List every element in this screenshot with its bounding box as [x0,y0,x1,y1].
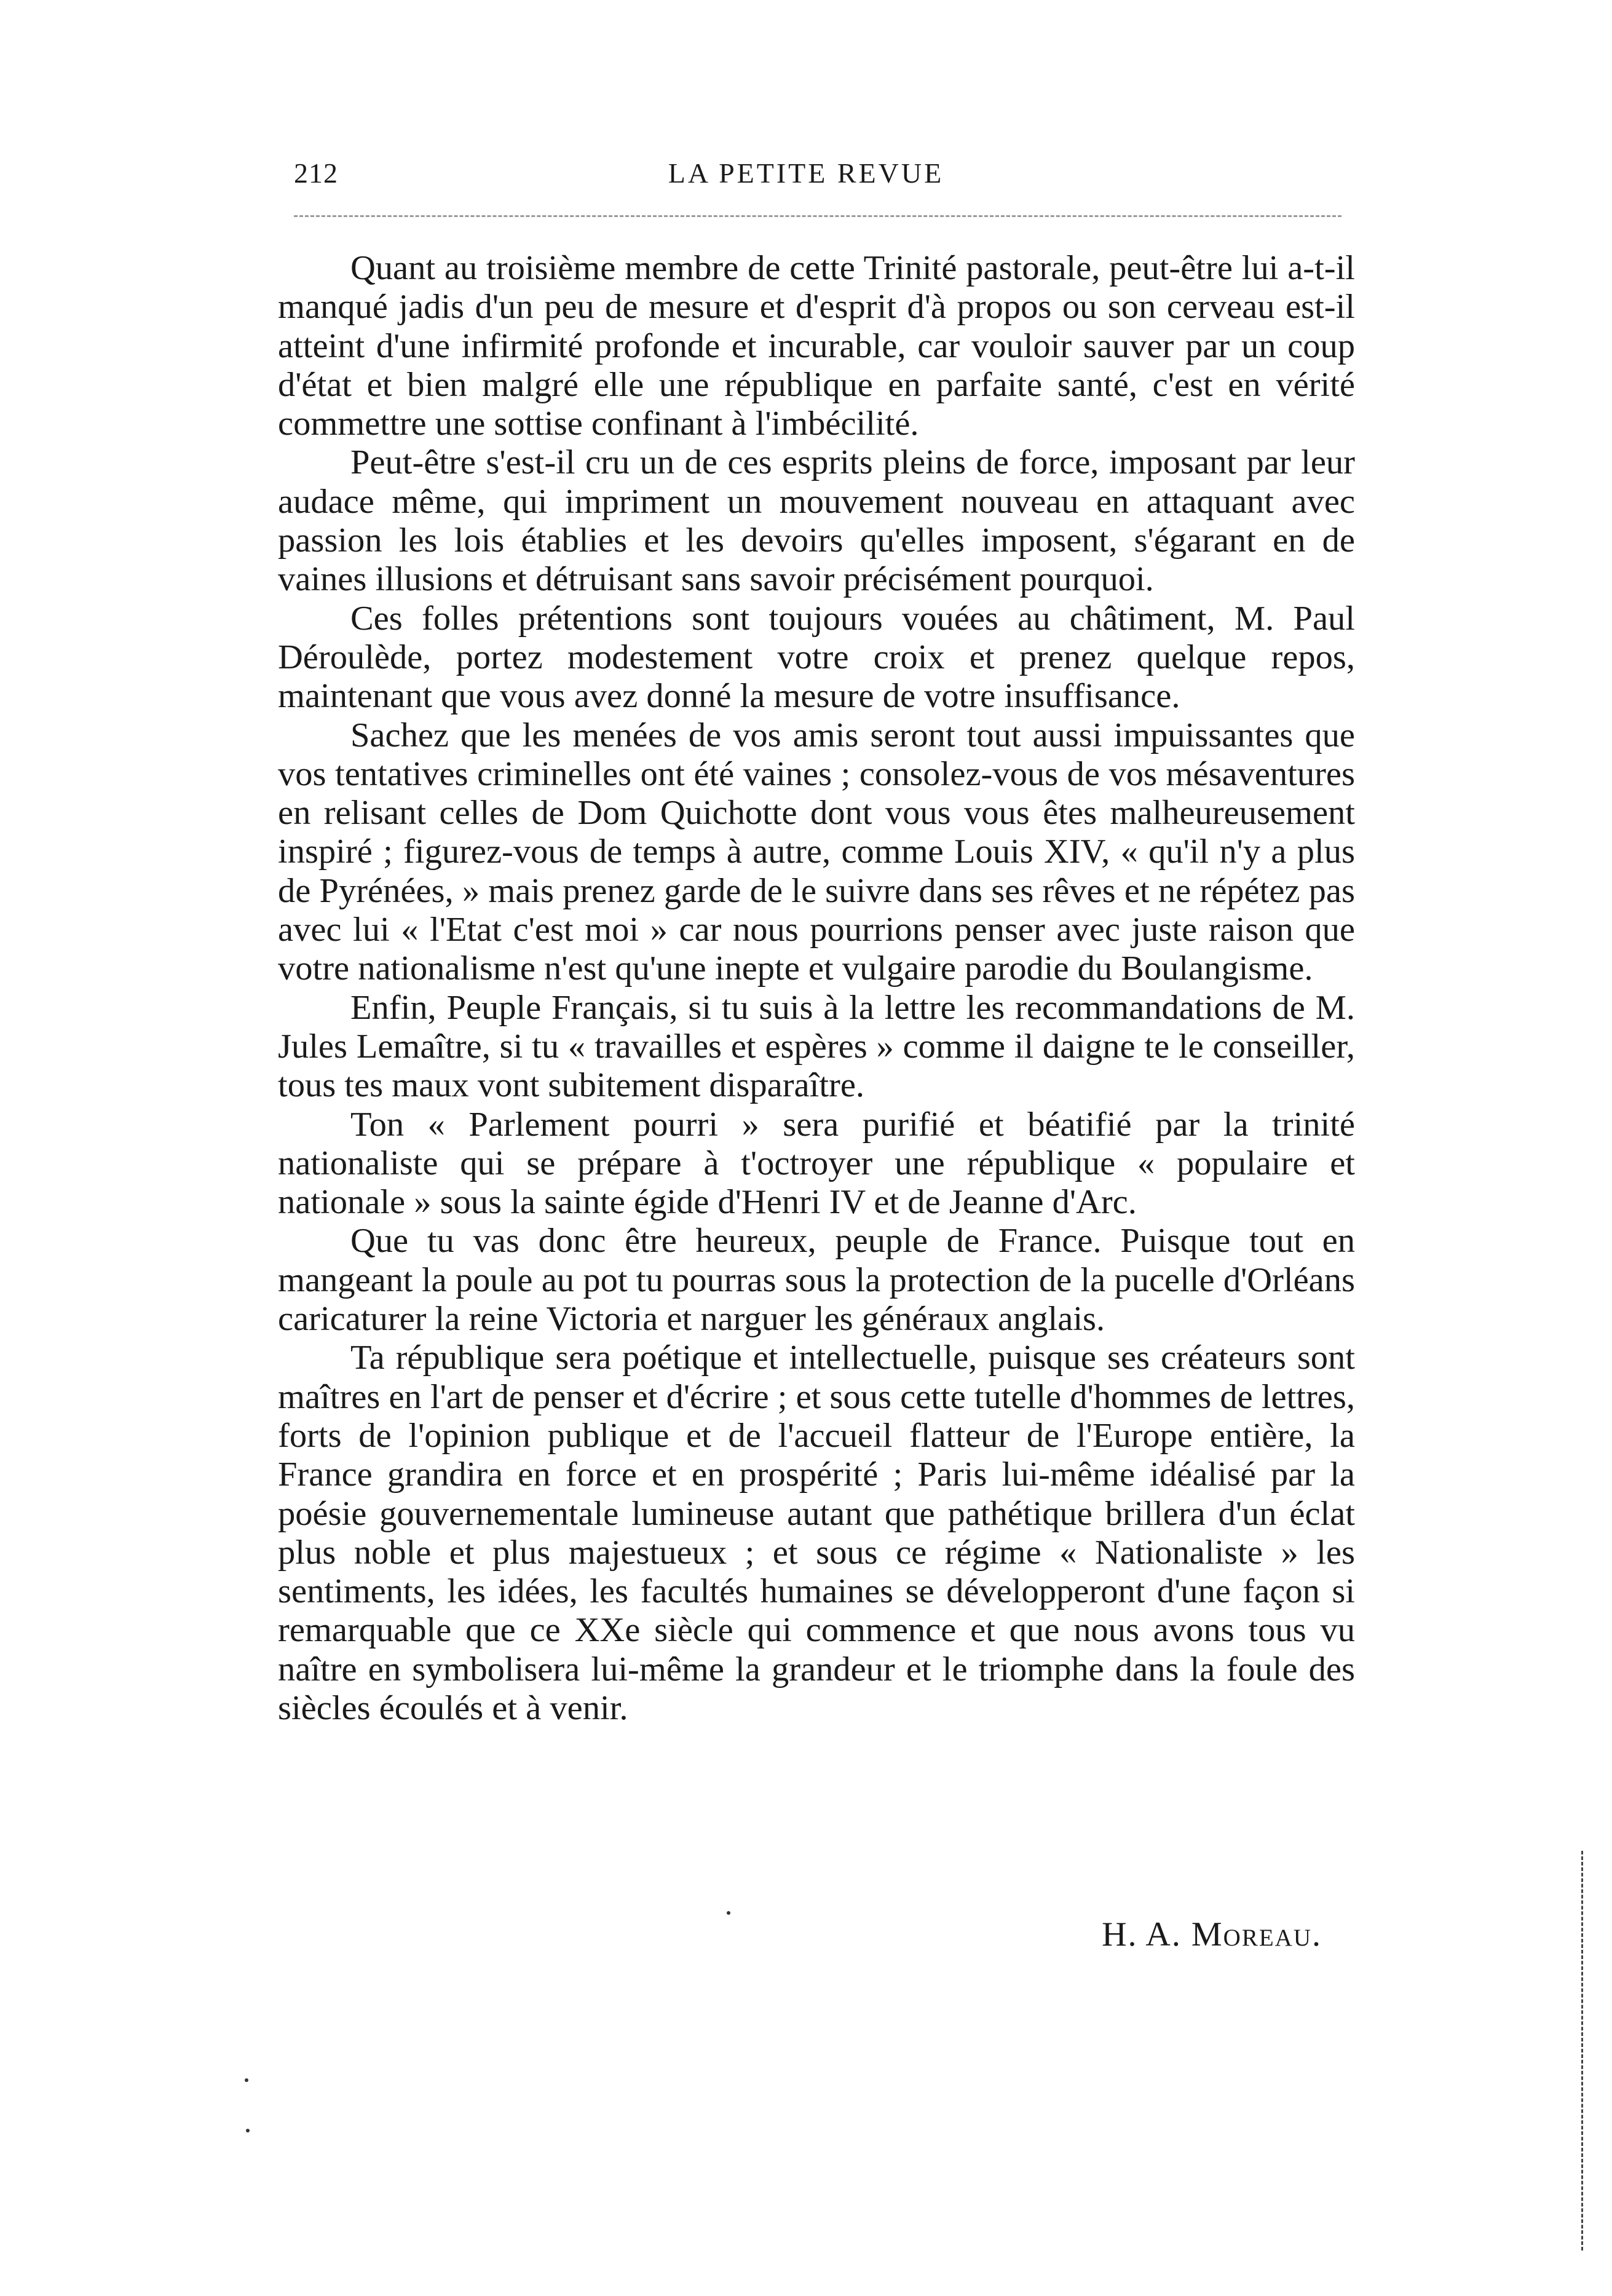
margin-scan-mark [1581,1851,1583,2250]
paragraph-2: Peut-être s'est-il cru un de ces esprits pleins de force, imposant par leur audace même, qui impriment un mouvement nouveau en attaquant avec passion les lois établies et les devoirs qu'elles imposent, s'égarant en de vaines illusions et détruisant sans savoir précisément pourquoi. [278,443,1355,599]
paragraph-4: Sachez que les menées de vos amis seront tout aussi impuissantes que vos tentatives criminelles ont été vaines ; consolez-vous de vos mésaventures en relisant celles de Dom Quichotte dont vous vous êtes malheureusement inspiré ; figurez-vous de temps à autre, comme Louis XIV, « qu'il n'y a plus de Pyrénées, » mais prenez garde de le suivre dans ses rêves et ne répétez pas avec lui « l'Etat c'est moi » car nous pourrions penser avec juste raison que votre nationalisme n'est qu'une inepte et vulgaire parodie du Boulangisme. [278,716,1355,988]
paragraph-7: Que tu vas donc être heureux, peuple de France. Puisque tout en mangeant la poule au pot tu pourras sous la protection de la pucelle d'Orléans caricaturer la reine Victoria et narguer les généraux anglais. [278,1222,1355,1339]
running-head: LA PETITE REVUE [668,157,944,189]
stray-ink-dot [246,2129,250,2132]
stray-ink-dot [245,2078,248,2082]
paragraph-1: Quant au troisième membre de cette Trinité pastorale, peut-être lui a-t-il manqué jadis d'un peu de mesure et d'esprit d'à propos ou son cerveau est-il atteint d'une infirmité profonde et incurable, car vouloir sauver par un coup d'état et bien malgré elle une république en parfaite santé, c'est en vérité commettre une sottise confinant à l'imbécilité. [278,249,1355,443]
header-rule [294,215,1341,217]
author-signature: H. A. Moreau. [1102,1915,1322,1954]
page-number: 212 [294,157,338,189]
paragraph-6: Ton « Parlement pourri » sera purifié et béatifié par la trinité nationaliste qui se prépare à t'octroyer une république « populaire et nationale » sous la sainte égide d'Henri IV et de Jeanne d'Arc. [278,1105,1355,1222]
paragraph-5: Enfin, Peuple Français, si tu suis à la lettre les recommandations de M. Jules Lemaître, si tu « travailles et espères » comme il daigne te le conseiller, tous tes maux vont subitement disparaître. [278,988,1355,1105]
article-body [278,249,1355,1728]
paragraph-8: Ta république sera poétique et intellectuelle, puisque ses créateurs sont maîtres en l'art de penser et d'écrire ; et sous cette tutelle d'hommes de lettres, forts de l'opinion publique et de l'accueil flatteur de l'Europe entière, la France grandira en force et en prospérité ; Paris lui-même idéalisé par la poésie gouvernementale lumineuse autant que pathétique brillera d'un éclat plus noble et plus majestueux ; et sous ce régime « Nationaliste » les sentiments, les idées, les facultés humaines se développeront d'une façon si remarquable que ce XXe siècle qui commence et que nous avons tous vu naître en symbolisera lui-même la grandeur et le triomphe dans la foule des siècles écoulés et à venir. [278,1339,1355,1727]
paragraph-3: Ces folles prétentions sont toujours vouées au châtiment, M. Paul Déroulède, portez modestement votre croix et prenez quelque repos, maintenant que vous avez donné la mesure de votre insuffisance. [278,599,1355,716]
stray-ink-dot [727,1911,730,1915]
